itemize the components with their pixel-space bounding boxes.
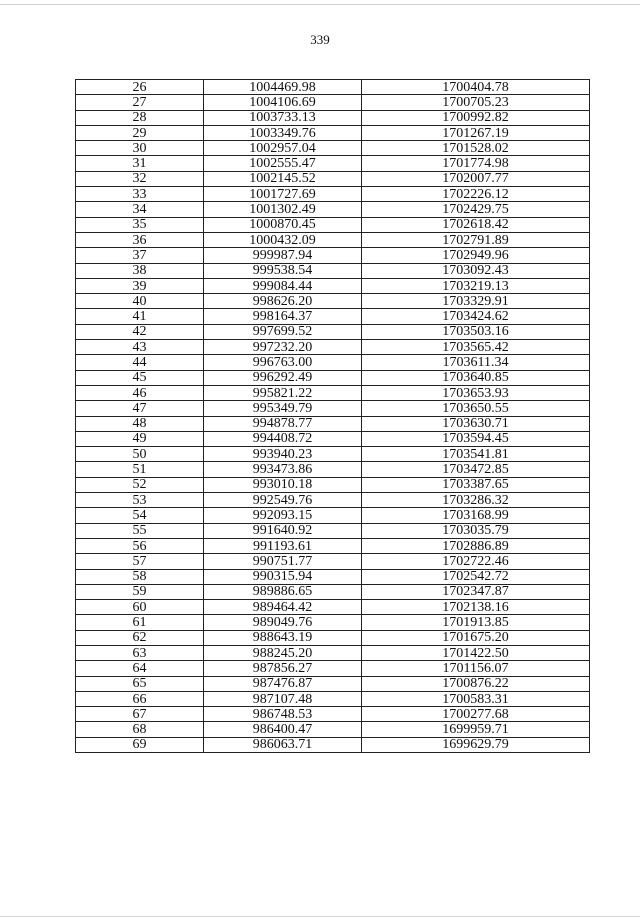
point-number-cell: 39 (76, 278, 204, 293)
table-row (76, 263, 590, 278)
table-row (76, 309, 590, 324)
table-row (76, 187, 590, 202)
table-row (76, 110, 590, 125)
x-coordinate-cell: 997699.52 (204, 324, 362, 339)
x-coordinate-cell: 1004106.69 (204, 95, 362, 110)
y-coordinate-cell: 1703092.43 (362, 263, 590, 278)
coordinates-table (75, 79, 590, 753)
x-coordinate-cell: 991193.61 (204, 538, 362, 553)
y-coordinate-cell: 1702618.42 (362, 217, 590, 232)
table-row (76, 707, 590, 722)
table-row (76, 141, 590, 156)
y-coordinate-cell: 1702226.12 (362, 187, 590, 202)
y-coordinate-cell: 1700277.68 (362, 707, 590, 722)
table-row (76, 600, 590, 615)
table-row (76, 447, 590, 462)
y-coordinate-cell: 1699629.79 (362, 737, 590, 752)
table-row (76, 493, 590, 508)
table-row (76, 691, 590, 706)
table-row (76, 737, 590, 752)
point-number-cell: 43 (76, 340, 204, 355)
x-coordinate-cell: 1002957.04 (204, 141, 362, 156)
scan-edge-top (0, 4, 640, 5)
y-coordinate-cell: 1701675.20 (362, 630, 590, 645)
x-coordinate-cell: 1001302.49 (204, 202, 362, 217)
point-number-cell: 53 (76, 493, 204, 508)
scan-edge-bottom (0, 916, 640, 917)
y-coordinate-cell: 1701422.50 (362, 645, 590, 660)
point-number-cell: 47 (76, 401, 204, 416)
y-coordinate-cell: 1703219.13 (362, 278, 590, 293)
point-number-cell: 33 (76, 187, 204, 202)
point-number-cell: 51 (76, 462, 204, 477)
y-coordinate-cell: 1703611.34 (362, 355, 590, 370)
point-number-cell: 27 (76, 95, 204, 110)
table-row (76, 722, 590, 737)
y-coordinate-cell: 1702347.87 (362, 584, 590, 599)
x-coordinate-cell: 990315.94 (204, 569, 362, 584)
x-coordinate-cell: 1004469.98 (204, 80, 362, 95)
x-coordinate-cell: 995349.79 (204, 401, 362, 416)
table-row (76, 80, 590, 95)
table-row (76, 554, 590, 569)
y-coordinate-cell: 1701913.85 (362, 615, 590, 630)
y-coordinate-cell: 1703594.45 (362, 431, 590, 446)
y-coordinate-cell: 1699959.71 (362, 722, 590, 737)
y-coordinate-cell: 1700876.22 (362, 676, 590, 691)
table-row (76, 508, 590, 523)
y-coordinate-cell: 1702722.46 (362, 554, 590, 569)
x-coordinate-cell: 995821.22 (204, 385, 362, 400)
y-coordinate-cell: 1703653.93 (362, 385, 590, 400)
table-row (76, 125, 590, 140)
table-row (76, 431, 590, 446)
y-coordinate-cell: 1703640.85 (362, 370, 590, 385)
y-coordinate-cell: 1703565.42 (362, 340, 590, 355)
y-coordinate-cell: 1703329.91 (362, 294, 590, 309)
point-number-cell: 44 (76, 355, 204, 370)
y-coordinate-cell: 1700705.23 (362, 95, 590, 110)
point-number-cell: 67 (76, 707, 204, 722)
table-row (76, 324, 590, 339)
x-coordinate-cell: 998626.20 (204, 294, 362, 309)
x-coordinate-cell: 988245.20 (204, 645, 362, 660)
table-row (76, 171, 590, 186)
point-number-cell: 46 (76, 385, 204, 400)
y-coordinate-cell: 1703168.99 (362, 508, 590, 523)
x-coordinate-cell: 1003349.76 (204, 125, 362, 140)
point-number-cell: 58 (76, 569, 204, 584)
x-coordinate-cell: 986063.71 (204, 737, 362, 752)
y-coordinate-cell: 1703630.71 (362, 416, 590, 431)
point-number-cell: 69 (76, 737, 204, 752)
x-coordinate-cell: 993010.18 (204, 477, 362, 492)
x-coordinate-cell: 1000432.09 (204, 232, 362, 247)
x-coordinate-cell: 987107.48 (204, 691, 362, 706)
y-coordinate-cell: 1701267.19 (362, 125, 590, 140)
point-number-cell: 31 (76, 156, 204, 171)
y-coordinate-cell: 1700583.31 (362, 691, 590, 706)
y-coordinate-cell: 1701528.02 (362, 141, 590, 156)
table-row (76, 569, 590, 584)
x-coordinate-cell: 988643.19 (204, 630, 362, 645)
point-number-cell: 66 (76, 691, 204, 706)
table-row (76, 584, 590, 599)
y-coordinate-cell: 1700404.78 (362, 80, 590, 95)
point-number-cell: 26 (76, 80, 204, 95)
point-number-cell: 34 (76, 202, 204, 217)
point-number-cell: 35 (76, 217, 204, 232)
x-coordinate-cell: 1000870.45 (204, 217, 362, 232)
table-row (76, 416, 590, 431)
y-coordinate-cell: 1703387.65 (362, 477, 590, 492)
point-number-cell: 61 (76, 615, 204, 630)
table-row (76, 477, 590, 492)
x-coordinate-cell: 987476.87 (204, 676, 362, 691)
point-number-cell: 54 (76, 508, 204, 523)
x-coordinate-cell: 994408.72 (204, 431, 362, 446)
table-row (76, 676, 590, 691)
y-coordinate-cell: 1702886.89 (362, 538, 590, 553)
point-number-cell: 32 (76, 171, 204, 186)
point-number-cell: 55 (76, 523, 204, 538)
table-row (76, 294, 590, 309)
y-coordinate-cell: 1703541.81 (362, 447, 590, 462)
point-number-cell: 63 (76, 645, 204, 660)
y-coordinate-cell: 1703035.79 (362, 523, 590, 538)
point-number-cell: 59 (76, 584, 204, 599)
y-coordinate-cell: 1700992.82 (362, 110, 590, 125)
y-coordinate-cell: 1702542.72 (362, 569, 590, 584)
point-number-cell: 45 (76, 370, 204, 385)
table-row (76, 615, 590, 630)
x-coordinate-cell: 992093.15 (204, 508, 362, 523)
x-coordinate-cell: 989464.42 (204, 600, 362, 615)
x-coordinate-cell: 992549.76 (204, 493, 362, 508)
x-coordinate-cell: 986400.47 (204, 722, 362, 737)
point-number-cell: 36 (76, 232, 204, 247)
y-coordinate-cell: 1701156.07 (362, 661, 590, 676)
x-coordinate-cell: 993940.23 (204, 447, 362, 462)
point-number-cell: 28 (76, 110, 204, 125)
table-row (76, 385, 590, 400)
point-number-cell: 65 (76, 676, 204, 691)
x-coordinate-cell: 1001727.69 (204, 187, 362, 202)
x-coordinate-cell: 1002145.52 (204, 171, 362, 186)
table-row (76, 217, 590, 232)
table-row (76, 278, 590, 293)
table-row (76, 370, 590, 385)
y-coordinate-cell: 1703472.85 (362, 462, 590, 477)
point-number-cell: 50 (76, 447, 204, 462)
y-coordinate-cell: 1702007.77 (362, 171, 590, 186)
y-coordinate-cell: 1703286.32 (362, 493, 590, 508)
x-coordinate-cell: 989049.76 (204, 615, 362, 630)
table-row (76, 538, 590, 553)
table-row (76, 661, 590, 676)
table-row (76, 355, 590, 370)
point-number-cell: 41 (76, 309, 204, 324)
y-coordinate-cell: 1702949.96 (362, 248, 590, 263)
y-coordinate-cell: 1702429.75 (362, 202, 590, 217)
y-coordinate-cell: 1701774.98 (362, 156, 590, 171)
table-row (76, 462, 590, 477)
point-number-cell: 40 (76, 294, 204, 309)
point-number-cell: 42 (76, 324, 204, 339)
table-row (76, 645, 590, 660)
x-coordinate-cell: 993473.86 (204, 462, 362, 477)
y-coordinate-cell: 1703424.62 (362, 309, 590, 324)
y-coordinate-cell: 1703650.55 (362, 401, 590, 416)
point-number-cell: 64 (76, 661, 204, 676)
table-row (76, 523, 590, 538)
x-coordinate-cell: 987856.27 (204, 661, 362, 676)
point-number-cell: 62 (76, 630, 204, 645)
point-number-cell: 29 (76, 125, 204, 140)
coordinates-table-body (76, 80, 590, 753)
x-coordinate-cell: 998164.37 (204, 309, 362, 324)
x-coordinate-cell: 994878.77 (204, 416, 362, 431)
point-number-cell: 49 (76, 431, 204, 446)
x-coordinate-cell: 989886.65 (204, 584, 362, 599)
point-number-cell: 30 (76, 141, 204, 156)
x-coordinate-cell: 1002555.47 (204, 156, 362, 171)
x-coordinate-cell: 990751.77 (204, 554, 362, 569)
x-coordinate-cell: 1003733.13 (204, 110, 362, 125)
point-number-cell: 37 (76, 248, 204, 263)
table-row (76, 340, 590, 355)
y-coordinate-cell: 1703503.16 (362, 324, 590, 339)
y-coordinate-cell: 1702138.16 (362, 600, 590, 615)
point-number-cell: 57 (76, 554, 204, 569)
table-row (76, 630, 590, 645)
table-row (76, 95, 590, 110)
point-number-cell: 68 (76, 722, 204, 737)
point-number-cell: 52 (76, 477, 204, 492)
x-coordinate-cell: 997232.20 (204, 340, 362, 355)
x-coordinate-cell: 996292.49 (204, 370, 362, 385)
x-coordinate-cell: 999987.94 (204, 248, 362, 263)
table-row (76, 401, 590, 416)
table-row (76, 202, 590, 217)
x-coordinate-cell: 999084.44 (204, 278, 362, 293)
table-row (76, 156, 590, 171)
y-coordinate-cell: 1702791.89 (362, 232, 590, 247)
point-number-cell: 48 (76, 416, 204, 431)
point-number-cell: 60 (76, 600, 204, 615)
page-number: 339 (310, 32, 330, 47)
x-coordinate-cell: 999538.54 (204, 263, 362, 278)
x-coordinate-cell: 996763.00 (204, 355, 362, 370)
table-row (76, 248, 590, 263)
table-row (76, 232, 590, 247)
x-coordinate-cell: 986748.53 (204, 707, 362, 722)
point-number-cell: 38 (76, 263, 204, 278)
x-coordinate-cell: 991640.92 (204, 523, 362, 538)
point-number-cell: 56 (76, 538, 204, 553)
